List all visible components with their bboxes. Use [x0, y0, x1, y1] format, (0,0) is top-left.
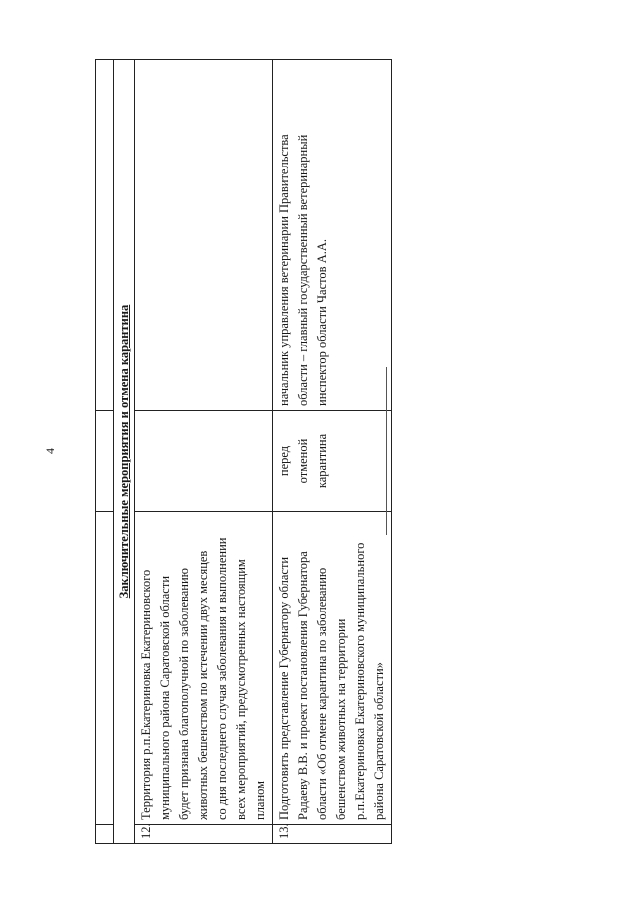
- table-row: [135, 60, 273, 844]
- row-description: Подготовить представление Губернатору области Радаеву В.В. и проект постановления Губернатора области «Об отмене карантина по заболеванию бешенством животных на территории р.п.Екатериновка Екатериновского муниципального района Саратовской области»: [273, 512, 392, 825]
- row-number: 12.: [135, 825, 273, 844]
- row-description: Территория р.п.Екатериновка Екатериновского муниципального района Саратовской области будет признана благополучной по заболеванию животных бешенством по истечении двух месяцев со дня последнего случая заболевания и выполнении всех мероприятий, предусмотренных настоящим планом: [135, 512, 273, 825]
- plan-table: [95, 59, 392, 844]
- row-responsible: [135, 60, 273, 411]
- row-responsible: начальник управления ветеринарии Правительства области – главный государственный ветеринарный инспектор области Частов А.А.: [273, 60, 392, 411]
- divider-line: [386, 367, 387, 535]
- page-number: 4: [43, 448, 57, 454]
- section-title: Заключительные мероприятия и отмена карантина: [114, 60, 135, 844]
- table-row: [273, 60, 392, 844]
- section-row: [114, 60, 135, 844]
- row-number: 13.: [273, 825, 392, 844]
- row-term: перед отменой карантина: [273, 411, 392, 512]
- table-top-row: [96, 60, 114, 844]
- row-term: [135, 411, 273, 512]
- rotated-table-wrapper: [95, 59, 386, 844]
